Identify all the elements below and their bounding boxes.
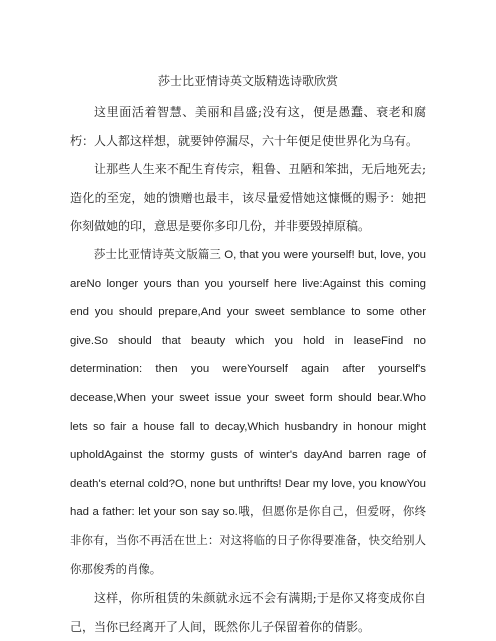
paragraph-3: 莎士比亚情诗英文版篇三 O, that you were yourself! but, love, you areNo longer yours than you yourself here live:Against this coming end you should prepare,And your sweet semblance to some other give.So should that beauty which you hold in leaseFind no determination: then you wereYourself again after yourself's decease,When your sweet issue your sweet form should bear.Who lets so fair a house fall to decay,Which husbandry in honour might upholdAgainst the stormy gusts of winter's dayAnd barren rage of death's eternal cold?O, none but unthrifts! Dear my love, you knowYou had a father: let your son say so.哦，但愿你是你自己，但爱呀，你终非你有，当你不再活在世上：对这将临的日子你得要准备，快交给别人你那俊秀的肖像。 [70,248,426,576]
paragraph-1: 这里面活着智慧、美丽和昌盛;没有这，便是愚蠢、衰老和腐朽：人人都这样想，就要钟停漏尽，六十年便足使世界化为乌有。 [70,105,426,148]
paragraph-2: 让那些人生来不配生育传宗，粗鲁、丑陋和笨拙，无后地死去;造化的至宠，她的馈赠也最丰，该尽量爱惜她这慷慨的赐予：她把你刻做她的印，意思是要你多印几份，并非要毁掉原稿。 [70,162,426,234]
paragraph-4: 这样，你所租赁的朱颜就永远不会有满期;于是你又将变成你自己，当你已经离开了人间，既然你儿子保留着你的倩影。 [70,591,426,634]
document-body [70,98,426,641]
document-title: 莎士比亚情诗英文版精选诗歌欣赏 [157,74,338,88]
